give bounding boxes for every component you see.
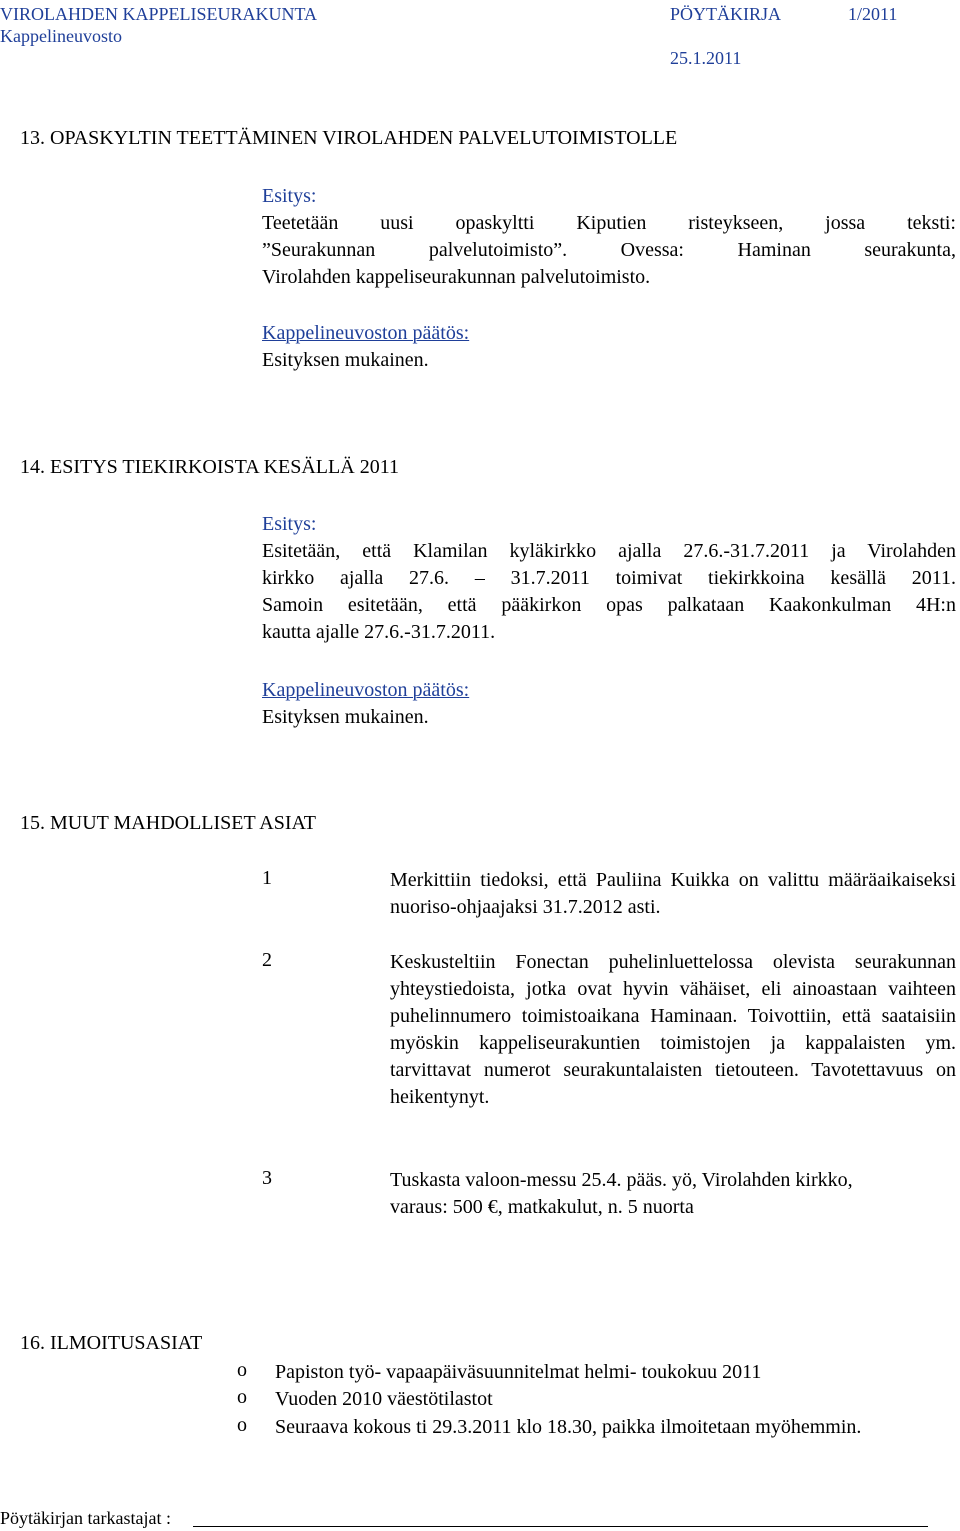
section-13-proposal-line: Virolahden kappeliseurakunnan palvelutoimisto. [262, 266, 651, 288]
section-13-decision-label: Kappelineuvoston päätös: [262, 322, 470, 344]
section-14-proposal-line: Esitetään, että Klamilan kyläkirkko ajalla 27.6.-31.7.2011 ja Virolahden [262, 540, 956, 562]
section-13-proposal-line: ”Seurakunnan palvelutoimisto”. Ovessa: Haminan seurakunta, [262, 239, 956, 261]
list-item [390, 1167, 956, 1221]
section-13-decision-text: Esityksen mukainen. [262, 349, 429, 371]
section-13-decision [262, 320, 956, 374]
section-13-proposal-label: Esitys: [262, 185, 317, 207]
list-item: Keskusteltiin Fonectan puhelinluettelossa olevista seurakunnan yhteystiedoista, jotka ovat hyvin vähäiset, eli ainoastaan vaihteen puhelinnumero toimistoaikana Haminaan. Toivottiin, että saataisiin myöskin kappeliseurakuntien toimistojen ja kappalaisten ym. tarvittavat numerot seurakuntalaisten tietouteen. Tavotettavuus on heikentynyt. [390, 951, 956, 1108]
section-14-body [262, 511, 956, 646]
item-number: 2 [262, 949, 272, 971]
bullet-item: Vuoden 2010 väestötilastot [275, 1388, 493, 1410]
bullet: o [237, 1386, 247, 1408]
footer-inspectors-label: Pöytäkirjan tarkastajat : [0, 1508, 171, 1528]
item-number: 3 [262, 1167, 272, 1189]
section-14-title: 14. ESITYS TIEKIRKOISTA KESÄLLÄ 2011 [20, 456, 399, 478]
section-13-proposal-line: Teetetään uusi opaskyltti Kiputien risteykseen, jossa teksti: [262, 212, 956, 234]
bullet-item: Seuraava kokous ti 29.3.2011 klo 18.30, paikka ilmoitetaan myöhemmin. [275, 1416, 862, 1438]
section-14-proposal-line: Samoin esitetään, että pääkirkon opas palkataan Kaakonkulman 4H:n [262, 594, 956, 616]
section-15-title: 15. MUUT MAHDOLLISET ASIAT [20, 812, 316, 834]
item-number: 1 [262, 867, 272, 889]
section-14-decision-label: Kappelineuvoston päätös: [262, 679, 470, 701]
section-16-title: 16. ILMOITUSASIAT [20, 1332, 203, 1354]
header-date: 25.1.2011 [670, 48, 742, 68]
list-item-line: varaus: 500 €, matkakulut, n. 5 nuorta [390, 1196, 694, 1218]
section-13-body [262, 183, 956, 291]
section-14-proposal-label: Esitys: [262, 513, 317, 535]
header-body-name: Kappelineuvosto [0, 26, 122, 46]
list-item: Merkittiin tiedoksi, että Pauliina Kuikka on valittu määräaikaiseksi nuoriso-ohjaajaksi 31.7.2012 asti. [390, 869, 956, 918]
bullet-item: Papiston työ- vapaapäiväsuunnitelmat helmi- toukokuu 2011 [275, 1361, 762, 1383]
list-item-line: Tuskasta valoon-messu 25.4. pääs. yö, Virolahden kirkko, [390, 1169, 853, 1191]
section-14-decision-text: Esityksen mukainen. [262, 706, 429, 728]
header-organization: VIROLAHDEN KAPPELISEURAKUNTA [0, 4, 318, 24]
section-14-proposal-line: kirkko ajalla 27.6. – 31.7.2011 toimivat tiekirkkoina kesällä 2011. [262, 567, 956, 589]
section-14-proposal-line: kautta ajalle 27.6.-31.7.2011. [262, 621, 496, 643]
header-doc-type: PÖYTÄKIRJA [670, 4, 782, 24]
section-13-title: 13. OPASKYLTIN TEETTÄMINEN VIROLAHDEN PALVELUTOIMISTOLLE [20, 127, 678, 149]
header-page-number: 1/2011 [848, 4, 898, 24]
signature-line [193, 1526, 928, 1527]
bullet: o [237, 1414, 247, 1436]
section-14-decision [262, 677, 956, 731]
bullet: o [237, 1359, 247, 1381]
